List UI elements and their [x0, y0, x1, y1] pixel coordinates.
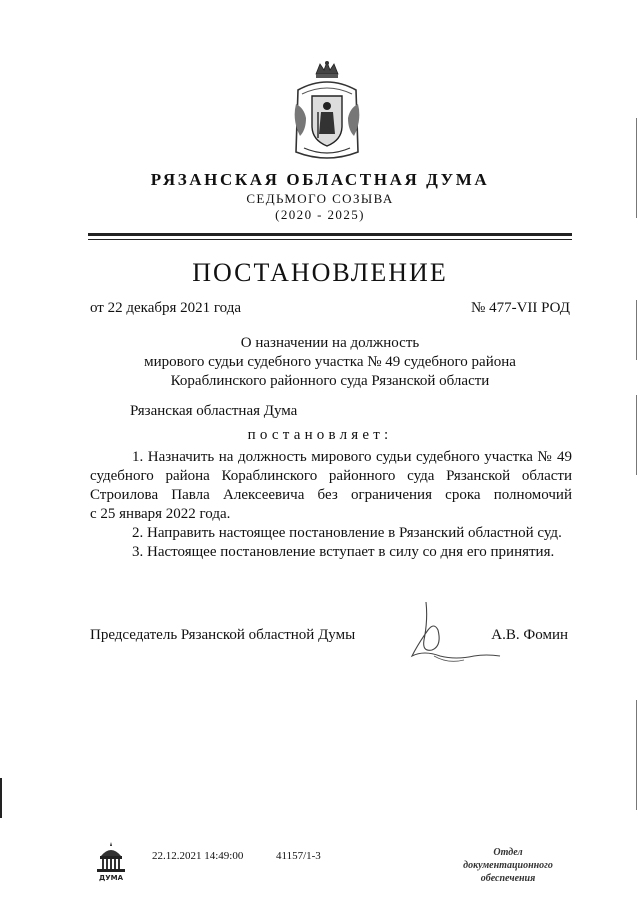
item-1-line: судебного района Кораблинского районного суда Рязанской области [90, 468, 572, 484]
duma-building-icon [95, 840, 127, 882]
scan-edge-mark [0, 778, 2, 818]
document-type-title: ПОСТАНОВЛЕНИЕ [192, 258, 448, 287]
resolves-label: постановляет: [247, 427, 393, 443]
resolution-items [90, 448, 572, 562]
document-subject [90, 334, 570, 391]
scan-edge-mark [636, 118, 637, 218]
footer-logo-text: ДУМА [98, 874, 124, 882]
item-1-line: Строилова Павла Алексеевича без ограничения срока полномочий [90, 487, 572, 503]
scan-edge-mark [636, 700, 637, 810]
handwritten-signature [404, 600, 504, 668]
item-3: 3. Настоящее постановление вступает в силу со дня его принятия. [132, 544, 555, 560]
item-1-line: с 25 января 2022 года. [90, 506, 231, 522]
scan-edge-mark [636, 395, 637, 475]
organization-name: РЯЗАНСКАЯ ОБЛАСТНАЯ ДУМА [150, 170, 490, 189]
footer-registration-number: 41157/1-3 [276, 850, 321, 862]
header-rule-thin [88, 239, 572, 240]
scan-edge-mark [636, 300, 637, 360]
chairman-title: Председатель Рязанской областной Думы [90, 627, 356, 643]
resolution-intro: Рязанская областная Дума [130, 403, 298, 419]
footer-datetime: 22.12.2021 14:49:00 [152, 850, 244, 862]
footer-department-stamp: Отдел документационного обеспечения [463, 847, 553, 884]
convocation-label: СЕДЬМОГО СОЗЫВА [246, 191, 394, 206]
subject-line: О назначении на должность [240, 335, 420, 351]
document-number: № 477-VII РОД [471, 300, 570, 316]
item-1-line: 1. Назначить на должность мирового судьи судебного участка № 49 [132, 449, 572, 465]
coat-of-arms-icon [288, 60, 366, 164]
subject-line: мирового судьи судебного участка № 49 судебного района [144, 354, 516, 370]
document-date: от 22 декабря 2021 года [90, 300, 242, 316]
term-label: (2020 - 2025) [275, 207, 365, 222]
chairman-name: А.В. Фомин [491, 627, 568, 643]
subject-line: Кораблинского районного суда Рязанской области [170, 373, 490, 389]
item-2: 2. Направить настоящее постановление в Рязанский областной суд. [132, 525, 562, 541]
header-rule-thick [88, 233, 572, 236]
